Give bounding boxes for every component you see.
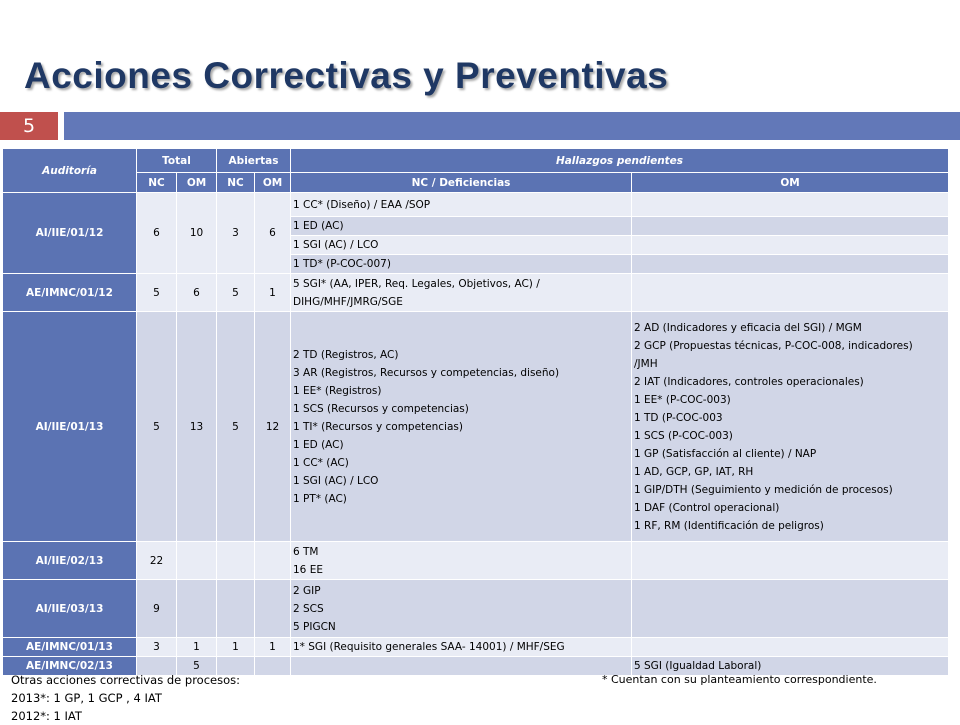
nc-findings-cell bbox=[291, 217, 632, 236]
total-om-cell: 6 bbox=[177, 274, 217, 312]
total-om-cell: 13 bbox=[177, 312, 217, 542]
finding-line: 1 AD, GCP, GP, IAT, RH bbox=[634, 465, 754, 478]
abiertas-om-cell: 1 bbox=[255, 274, 291, 312]
nc-findings-cell bbox=[291, 638, 632, 657]
finding-line: 1 TI* (Recursos y competencias) bbox=[293, 420, 463, 433]
finding-line: 2 GIP bbox=[293, 584, 321, 597]
finding-line: 1 SCS (Recursos y competencias) bbox=[293, 402, 469, 415]
header-hallazgos: Hallazgos pendientes bbox=[291, 149, 949, 173]
audit-id-cell: AE/IMNC/01/13 bbox=[3, 638, 137, 657]
finding-line: 1 GIP/DTH (Seguimiento y medición de procesos) bbox=[634, 483, 893, 496]
nc-findings-cell bbox=[291, 657, 632, 676]
om-findings-cell bbox=[632, 542, 949, 580]
abiertas-om-cell bbox=[255, 657, 291, 676]
finding-line: 2 AD (Indicadores y eficacia del SGI) / MGM bbox=[634, 321, 862, 334]
finding-line: 5 SGI* (AA, IPER, Req. Legales, Objetivos, AC) / bbox=[293, 277, 540, 290]
header-abiertas: Abiertas bbox=[217, 149, 291, 173]
finding-line: 2 TD (Registros, AC) bbox=[293, 348, 399, 361]
om-findings-cell bbox=[632, 236, 949, 255]
slide-number-badge: 5 bbox=[0, 112, 58, 140]
nc-findings-cell bbox=[291, 312, 632, 542]
finding-line: 5 PIGCN bbox=[293, 620, 336, 633]
title-underline-bar bbox=[64, 112, 960, 140]
finding-line: 2 IAT (Indicadores, controles operacionales) bbox=[634, 375, 864, 388]
finding-line: 1 SGI (AC) / LCO bbox=[293, 474, 379, 487]
abiertas-nc-cell: 3 bbox=[217, 193, 255, 274]
finding-line: 1* SGI (Requisito generales SAA- 14001) / MHF/SEG bbox=[293, 641, 565, 653]
total-om-cell bbox=[177, 580, 217, 638]
header-total: Total bbox=[137, 149, 217, 173]
finding-line: 6 TM bbox=[293, 545, 319, 558]
finding-line: 1 TD (P-COC-003 bbox=[634, 411, 723, 424]
header-nc-deficiencias: NC / Deficiencias bbox=[291, 173, 632, 193]
finding-line: 2 GCP (Propuestas técnicas, P-COC-008, indicadores) bbox=[634, 339, 913, 352]
header-auditoria: Auditoría bbox=[3, 149, 137, 193]
finding-line: 1 GP (Satisfacción al cliente) / NAP bbox=[634, 447, 817, 460]
nc-findings-cell bbox=[291, 580, 632, 638]
finding-line: 1 EE* (P-COC-003) bbox=[634, 393, 731, 406]
header-abiertas-nc: NC bbox=[217, 173, 255, 193]
audit-id-cell: AI/IIE/01/12 bbox=[3, 193, 137, 274]
om-findings-cell bbox=[632, 638, 949, 657]
audit-id-cell: AI/IIE/03/13 bbox=[3, 580, 137, 638]
finding-line: 5 SGI (Igualdad Laboral) bbox=[634, 660, 762, 672]
om-findings-cell bbox=[632, 312, 949, 542]
total-om-cell: 1 bbox=[177, 638, 217, 657]
header-total-nc: NC bbox=[137, 173, 177, 193]
total-om-cell: 10 bbox=[177, 193, 217, 274]
header-abiertas-om: OM bbox=[255, 173, 291, 193]
finding-line: 1 EE* (Registros) bbox=[293, 384, 382, 397]
finding-line: 3 AR (Registros, Recursos y competencias, diseño) bbox=[293, 366, 560, 379]
audit-id-cell: AE/IMNC/01/12 bbox=[3, 274, 137, 312]
table-row bbox=[3, 542, 949, 580]
finding-line: 2 SCS bbox=[293, 602, 324, 615]
table-row bbox=[3, 638, 949, 657]
abiertas-nc-cell: 1 bbox=[217, 638, 255, 657]
footer-line: Otras acciones correctivas de procesos: bbox=[11, 673, 241, 687]
finding-line: 1 PT* (AC) bbox=[293, 492, 347, 505]
table-row bbox=[3, 274, 949, 312]
abiertas-nc-cell: 5 bbox=[217, 274, 255, 312]
table-row bbox=[3, 312, 949, 542]
finding-line: 16 EE bbox=[293, 563, 323, 576]
total-nc-cell: 5 bbox=[137, 312, 177, 542]
nc-findings-cell bbox=[291, 236, 632, 255]
finding-line: 1 CC* (Diseño) / EAA /SOP bbox=[293, 198, 431, 211]
abiertas-nc-cell bbox=[217, 580, 255, 638]
findings-table bbox=[2, 148, 949, 676]
finding-line: 1 TD* (P-COC-007) bbox=[293, 258, 391, 270]
footer-line: 2012*: 1 IAT bbox=[11, 709, 82, 723]
header-om: OM bbox=[632, 173, 949, 193]
audit-id-cell: AE/IMNC/02/13 bbox=[3, 657, 137, 676]
finding-line: 1 ED (AC) bbox=[293, 220, 344, 232]
finding-line: DIHG/MHF/JMRG/SGE bbox=[293, 295, 403, 308]
om-findings-cell bbox=[632, 255, 949, 274]
abiertas-om-cell: 6 bbox=[255, 193, 291, 274]
total-nc-cell: 9 bbox=[137, 580, 177, 638]
total-nc-cell: 22 bbox=[137, 542, 177, 580]
finding-line: 1 RF, RM (Identificación de peligros) bbox=[634, 519, 824, 532]
abiertas-om-cell: 1 bbox=[255, 638, 291, 657]
nc-findings-cell bbox=[291, 542, 632, 580]
table-row bbox=[3, 580, 949, 638]
nc-findings-cell bbox=[291, 274, 632, 312]
total-nc-cell: 3 bbox=[137, 638, 177, 657]
footer-notes bbox=[11, 671, 240, 725]
finding-line: 1 ED (AC) bbox=[293, 438, 344, 451]
finding-line: 1 SGI (AC) / LCO bbox=[293, 239, 379, 251]
finding-line: 1 CC* (AC) bbox=[293, 456, 349, 469]
abiertas-om-cell: 12 bbox=[255, 312, 291, 542]
finding-line: 1 SCS (P-COC-003) bbox=[634, 429, 733, 442]
finding-line: 1 DAF (Control operacional) bbox=[634, 501, 780, 514]
nc-findings-cell bbox=[291, 255, 632, 274]
om-findings-cell bbox=[632, 274, 949, 312]
total-om-cell bbox=[177, 542, 217, 580]
abiertas-om-cell bbox=[255, 542, 291, 580]
total-nc-cell: 5 bbox=[137, 274, 177, 312]
abiertas-nc-cell bbox=[217, 542, 255, 580]
total-nc-cell: 6 bbox=[137, 193, 177, 274]
footer-footnote: * Cuentan con su planteamiento correspondiente. bbox=[602, 673, 877, 686]
om-findings-cell bbox=[632, 580, 949, 638]
nc-findings-cell bbox=[291, 193, 632, 217]
abiertas-nc-cell: 5 bbox=[217, 312, 255, 542]
om-findings-cell bbox=[632, 193, 949, 217]
footer-line: 2013*: 1 GP, 1 GCP , 4 IAT bbox=[11, 691, 162, 705]
slide-title: Acciones Correctivas y Preventivas bbox=[24, 55, 669, 96]
total-om-cell: 5 bbox=[177, 657, 217, 676]
header-total-om: OM bbox=[177, 173, 217, 193]
audit-id-cell: AI/IIE/02/13 bbox=[3, 542, 137, 580]
om-findings-cell bbox=[632, 217, 949, 236]
abiertas-om-cell bbox=[255, 580, 291, 638]
finding-line: /JMH bbox=[634, 357, 658, 370]
audit-id-cell: AI/IIE/01/13 bbox=[3, 312, 137, 542]
table-row bbox=[3, 193, 949, 217]
